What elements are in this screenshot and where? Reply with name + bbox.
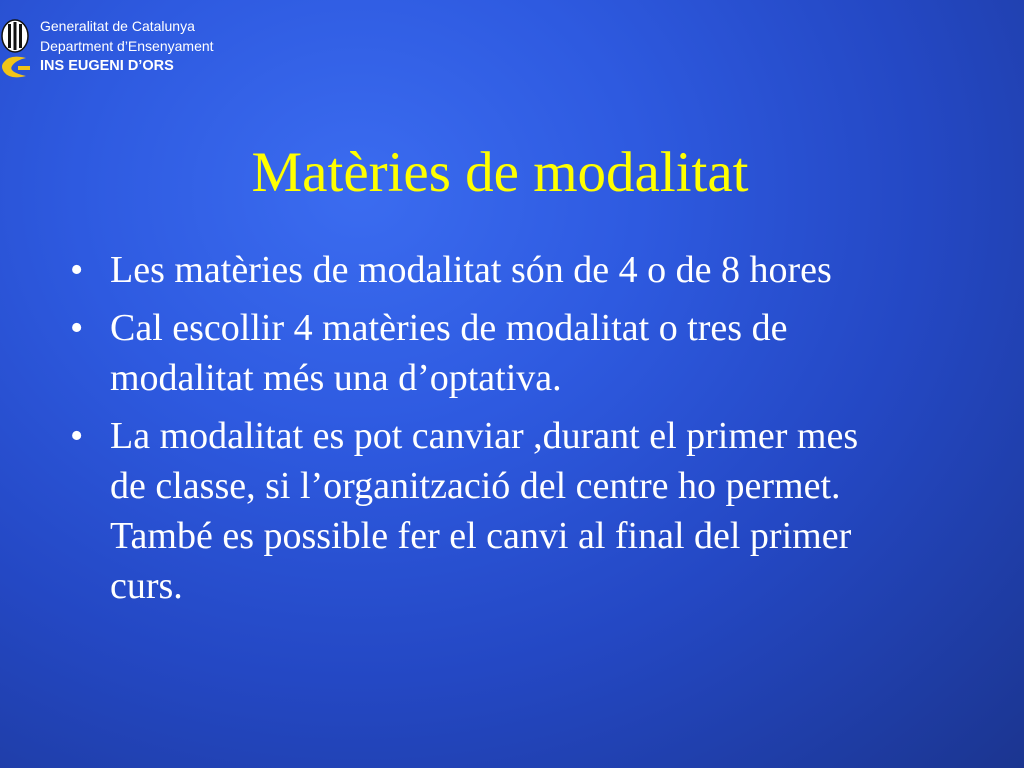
school-name: INS EUGENI D’ORS bbox=[40, 58, 174, 74]
bullet-item bbox=[70, 245, 900, 295]
bullet-item bbox=[70, 411, 900, 611]
org-line-department: Department d’Ensenyament bbox=[40, 38, 214, 54]
bullet-dot: • bbox=[70, 307, 84, 349]
organization-info bbox=[40, 16, 214, 76]
bullet-item bbox=[70, 303, 900, 403]
bullet-text: La modalitat es pot canviar ,durant el primer mes de classe, si l’organització del centre ho permet. També es possible fer el canvi al final del primer curs. bbox=[110, 415, 859, 607]
generalitat-logo-icon bbox=[0, 14, 34, 86]
slide-header bbox=[0, 14, 214, 86]
bullet-text: Cal escollir 4 matèries de modalitat o tres de modalitat més una d’optativa. bbox=[110, 307, 788, 399]
bullet-text: Les matèries de modalitat són de 4 o de 8 hores bbox=[110, 249, 832, 291]
bullet-list bbox=[70, 245, 900, 619]
slide-title: Matèries de modalitat bbox=[251, 141, 749, 204]
bullet-dot: • bbox=[70, 415, 84, 457]
org-line-generalitat: Generalitat de Catalunya bbox=[40, 18, 195, 34]
bullet-dot: • bbox=[70, 249, 84, 291]
